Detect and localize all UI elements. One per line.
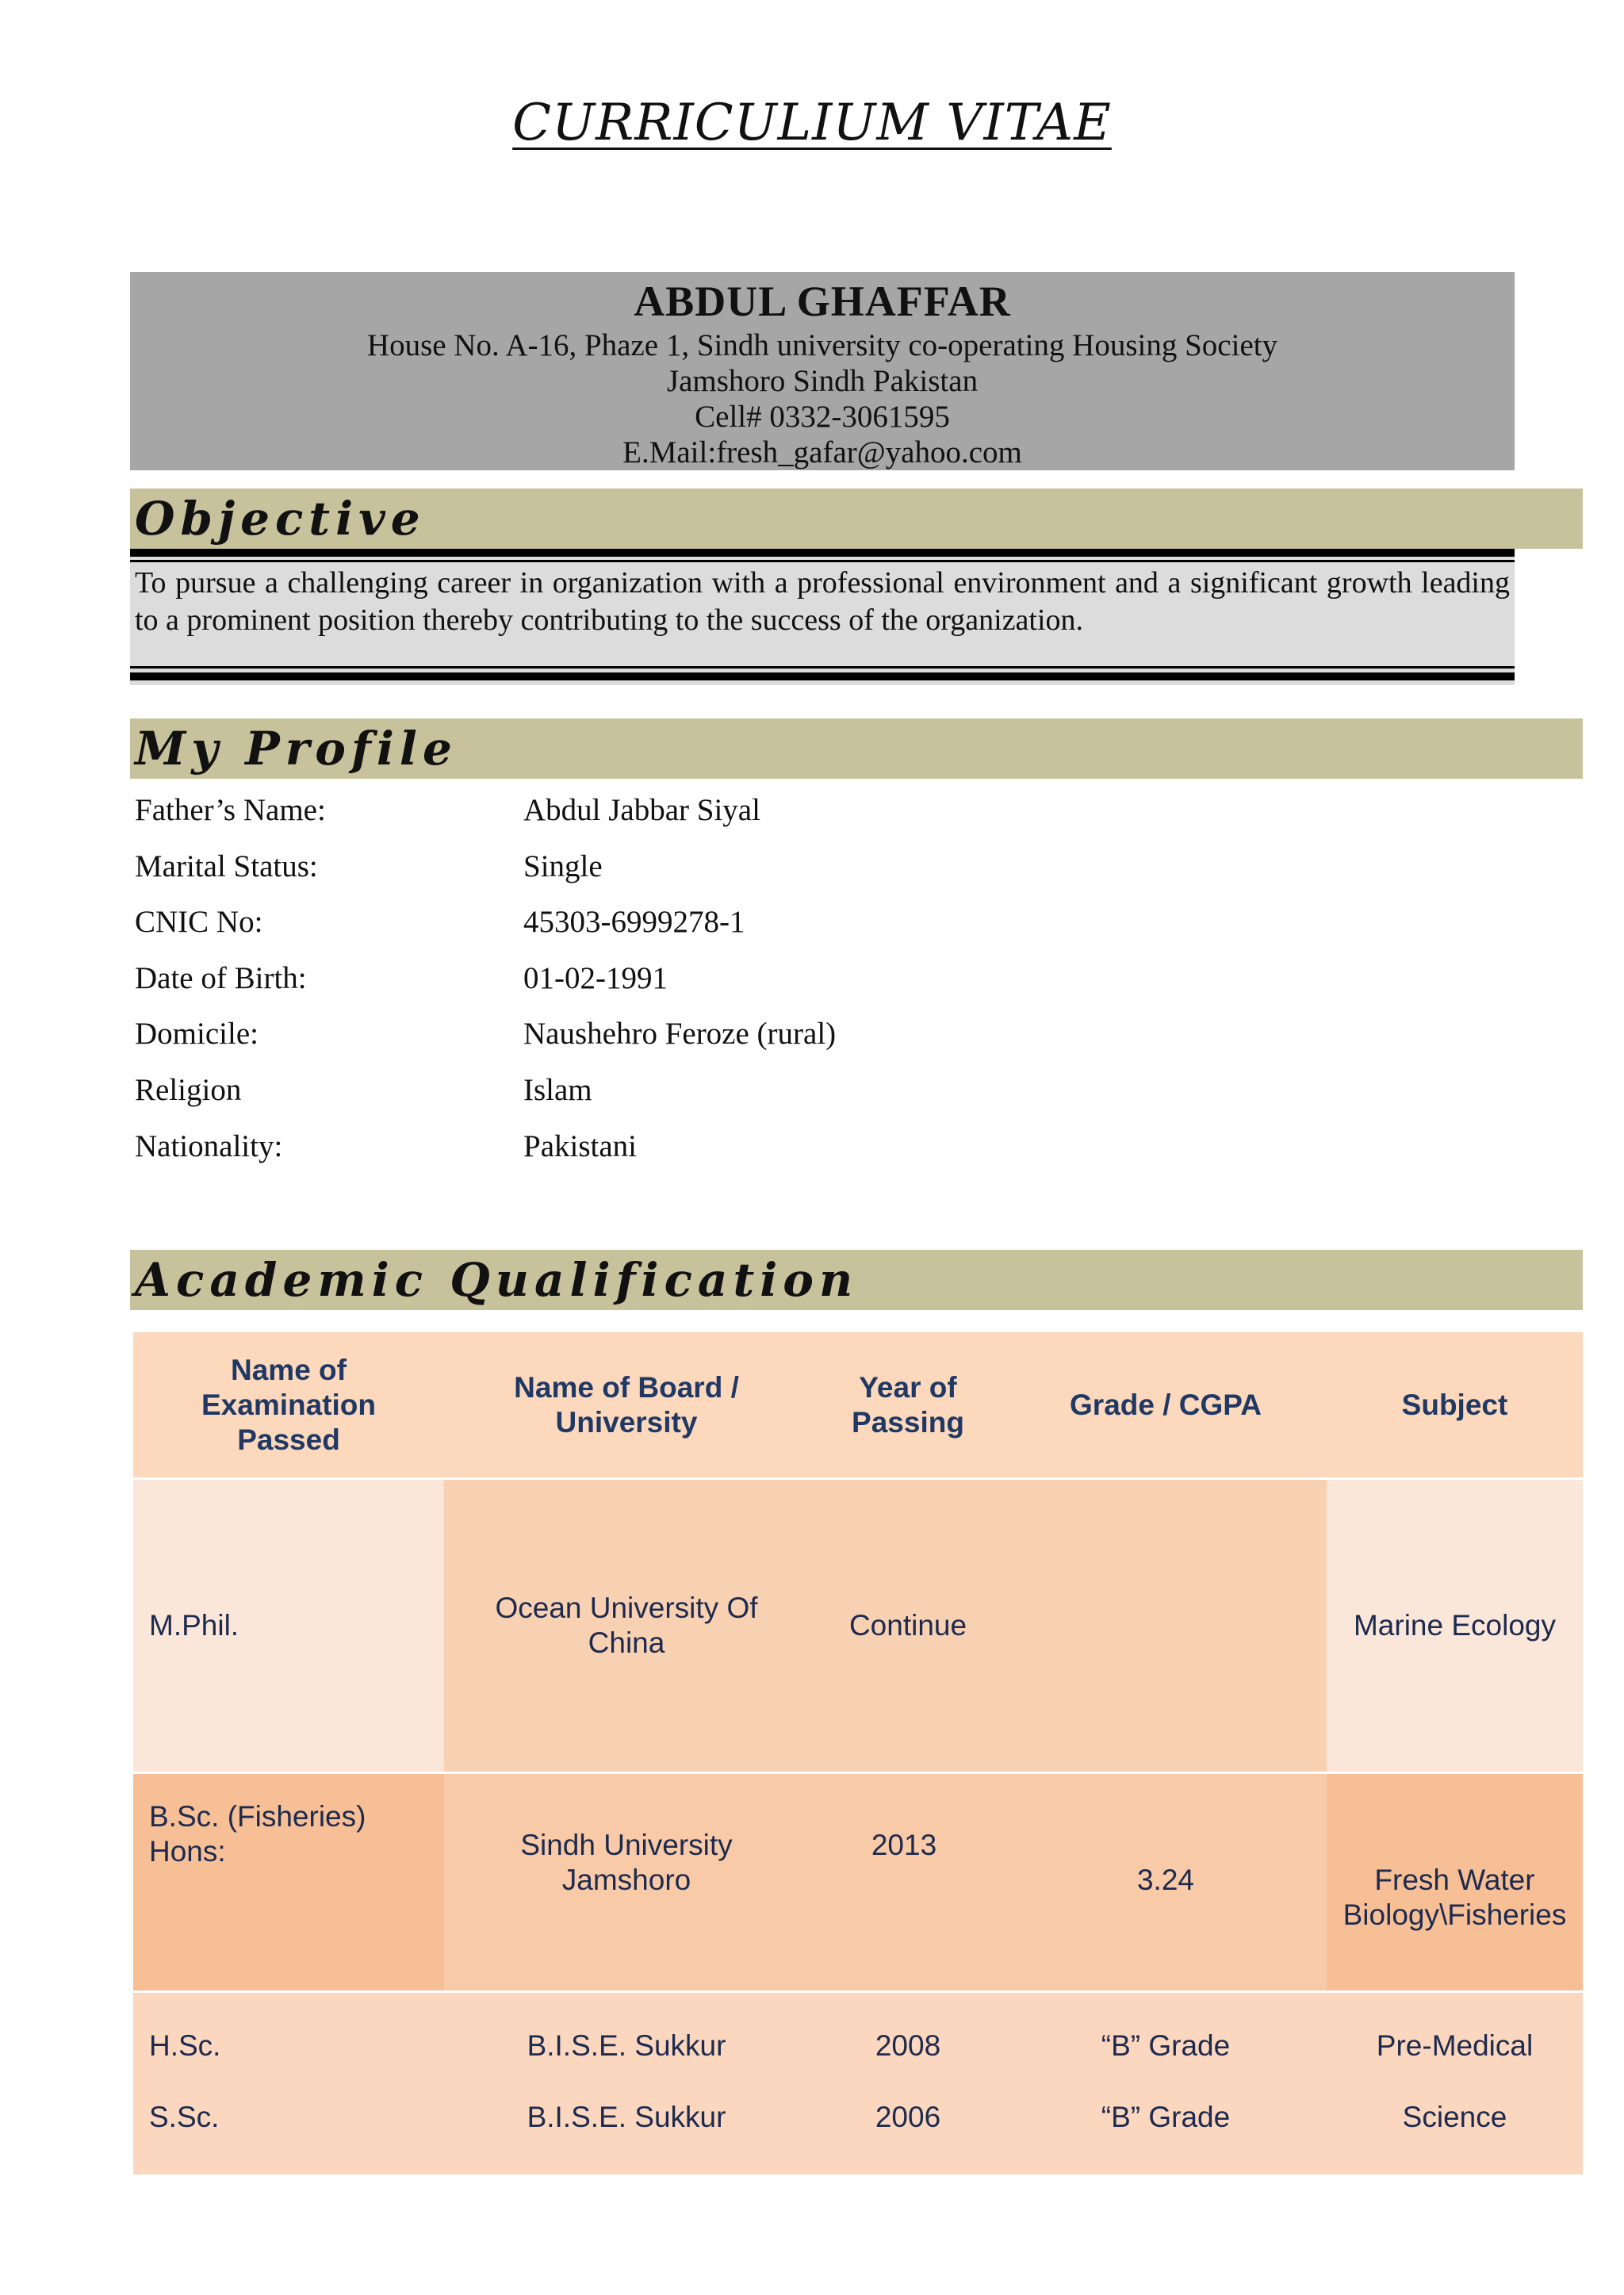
profile-label: CNIC No: bbox=[135, 905, 263, 939]
profile-label: Nationality: bbox=[135, 1129, 283, 1163]
table-cell-board: B.I.S.E. Sukkur bbox=[527, 2029, 726, 2062]
table-cell-subject: Science bbox=[1402, 2101, 1507, 2133]
objective-top-rule bbox=[130, 549, 1515, 557]
objective-top-rule-thin bbox=[130, 560, 1515, 562]
academic-section-bar bbox=[130, 1250, 1583, 1310]
table-cell-year: 2006 bbox=[875, 2101, 941, 2133]
column-header-subject: Subject bbox=[1401, 1388, 1508, 1421]
address-line-1: House No. A-16, Phaze 1, Sindh university co-operating Housing Society bbox=[366, 328, 1278, 362]
profile-label: Father’s Name: bbox=[135, 793, 326, 827]
objective-section-bar bbox=[130, 489, 1583, 549]
row-separator bbox=[133, 1990, 1583, 1993]
profile-section-bar bbox=[130, 718, 1583, 779]
objective-text: To pursue a challenging career in organization with a professional environment and a significant growth leading to a prominent position thereby contributing to the success of the organization. bbox=[135, 566, 1510, 637]
table-cell-grade: 3.24 bbox=[1136, 1864, 1194, 1896]
email-address: E.Mail:fresh_gafar@yahoo.com bbox=[622, 435, 1022, 469]
table-cell-subject: Pre-Medical bbox=[1376, 2029, 1534, 2062]
objective-heading: Objective bbox=[135, 492, 426, 546]
table-cell-subject: Fresh Water Biology\Fisheries bbox=[1342, 1864, 1567, 1931]
cell-bg bbox=[133, 1993, 1583, 2174]
profile-heading: My Profile bbox=[135, 722, 458, 776]
table-cell-board: Sindh University Jamshoro bbox=[520, 1829, 733, 1896]
objective-bottom-rule-thin bbox=[130, 666, 1515, 669]
profile-value: Naushehro Feroze (rural) bbox=[523, 1017, 837, 1051]
column-header-year: Year of Passing bbox=[852, 1370, 964, 1439]
profile-label: Domicile: bbox=[135, 1017, 259, 1051]
objective-box bbox=[130, 549, 1515, 685]
candidate-name: ABDUL GHAFFAR bbox=[634, 278, 1011, 325]
profile-label: Marital Status: bbox=[135, 849, 318, 883]
profile-value: Abdul Jabbar Siyal bbox=[523, 793, 760, 827]
table-cell-grade: “B” Grade bbox=[1101, 2101, 1231, 2133]
cell-number: Cell# 0332-3061595 bbox=[695, 400, 950, 434]
column-header-board: Name of Board / University bbox=[514, 1370, 739, 1439]
table-cell-grade bbox=[1007, 1480, 1324, 1772]
academic-heading: Academic Qualification bbox=[135, 1253, 859, 1307]
profile-value: 01-02-1991 bbox=[523, 961, 668, 995]
profile-label: Religion bbox=[135, 1073, 242, 1107]
contact-header bbox=[130, 272, 1515, 470]
column-header-grade: Grade / CGPA bbox=[1070, 1388, 1262, 1421]
address-line-2: Jamshoro Sindh Pakistan bbox=[666, 364, 979, 398]
table-cell-year: 2013 bbox=[871, 1829, 937, 1861]
academic-table bbox=[133, 1332, 1583, 2174]
table-cell-subject: Marine Ecology bbox=[1353, 1609, 1556, 1642]
column-header-exam: Name of Examination Passed bbox=[201, 1353, 376, 1456]
profile-value: Pakistani bbox=[523, 1129, 637, 1163]
table-cell-grade: “B” Grade bbox=[1101, 2029, 1231, 2062]
document-title: CURRICULIUM VITAE bbox=[512, 94, 1112, 152]
table-cell-exam: S.Sc. bbox=[149, 2101, 220, 2133]
profile-label: Date of Birth: bbox=[135, 961, 307, 995]
profile-value: 45303-6999278-1 bbox=[523, 905, 745, 939]
table-cell-exam: M.Phil. bbox=[149, 1609, 239, 1642]
objective-bottom-rule bbox=[130, 672, 1515, 680]
table-cell-exam: H.Sc. bbox=[149, 2029, 221, 2062]
table-cell-board: B.I.S.E. Sukkur bbox=[527, 2101, 726, 2133]
profile-value: Single bbox=[523, 849, 603, 883]
table-cell-board: Ocean University Of China bbox=[495, 1592, 758, 1659]
table-cell-year: Continue bbox=[848, 1609, 967, 1642]
table-cell-exam: B.Sc. (Fisheries) Hons: bbox=[149, 1800, 366, 1868]
table-cell-year: 2008 bbox=[875, 2029, 941, 2062]
profile-value: Islam bbox=[523, 1073, 592, 1107]
